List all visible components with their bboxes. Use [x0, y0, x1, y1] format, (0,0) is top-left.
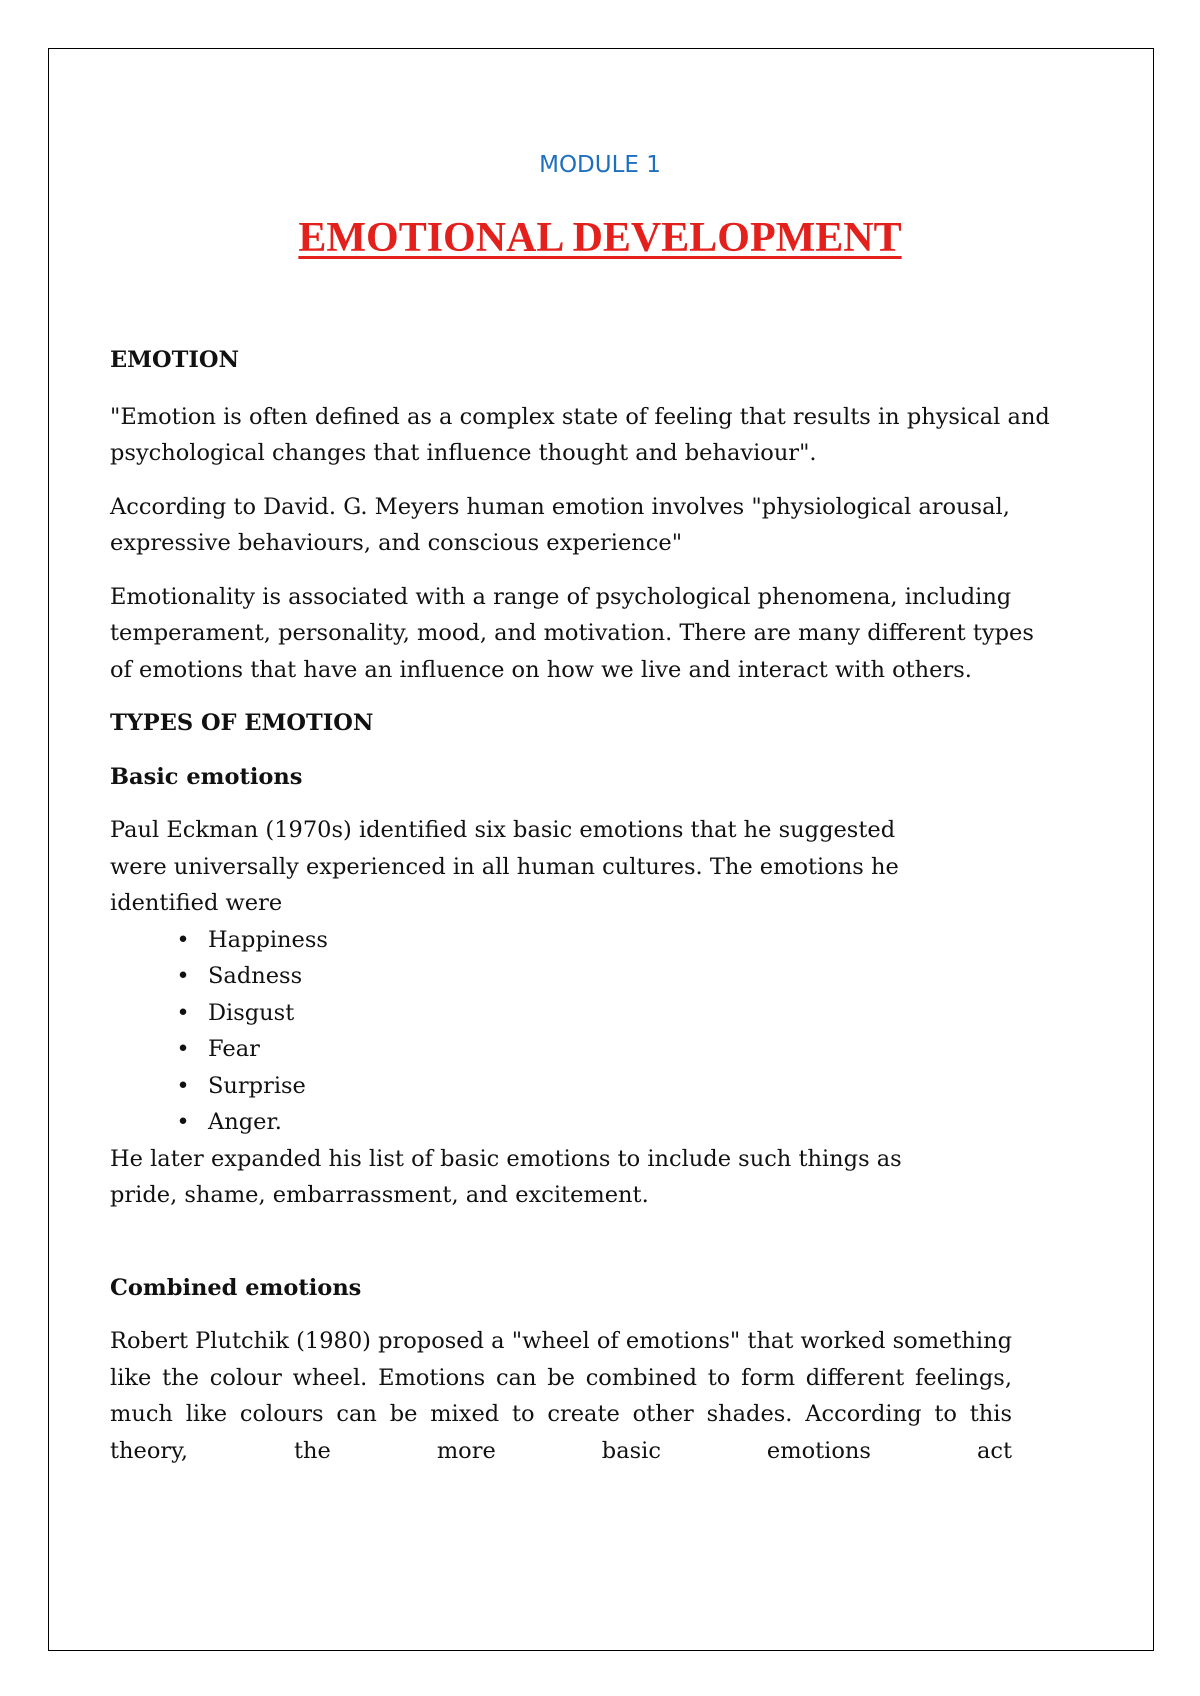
subheading-combined-emotions: Combined emotions — [110, 1274, 362, 1301]
document-body — [110, 342, 1100, 1469]
list-item: • Anger. — [173, 1104, 1100, 1141]
meyers-paragraph: According to David. G. Meyers human emotion involves "physiological arousal, expressive behaviours, and conscious experience" — [110, 493, 1010, 556]
emotionality-paragraph: Emotionality is associated with a range of psychological phenomena, including temperament, personality, mood, and motivation. There are many different types of emotions that have an influence on how we live and interact with others. — [110, 583, 1034, 683]
list-item: • Happiness — [173, 922, 1100, 959]
bullet-icon: • — [176, 1109, 190, 1135]
basic-emotions-intro: Paul Eckman (1970s) identified six basic emotions that he suggested were universally experienced in all human cultures. The emotions he identified were — [110, 817, 899, 916]
bullet-icon: • — [176, 999, 190, 1026]
section-heading-emotion: EMOTION — [110, 347, 240, 373]
basic-emotions-expansion: He later expanded his list of basic emotions to include such things as pride, shame, embarrassment, and excitement. — [110, 1145, 902, 1208]
bullet-icon: • — [176, 963, 190, 989]
list-item: • Fear — [173, 1031, 1100, 1068]
document-title: EMOTIONAL DEVELOPMENT — [298, 215, 902, 261]
list-item: • Surprise — [173, 1068, 1100, 1105]
section-heading-types: TYPES OF EMOTION — [110, 710, 374, 736]
bullet-icon: • — [176, 1072, 190, 1099]
subheading-basic-emotions: Basic emotions — [110, 763, 303, 790]
bullet-icon: • — [176, 1036, 190, 1062]
emotion-definition-paragraph: "Emotion is often defined as a complex state of feeling that results in physical and psychological changes that influence thought and behaviour". — [110, 403, 1050, 466]
list-item: • Sadness — [173, 958, 1100, 995]
bullet-icon: • — [176, 926, 190, 953]
basic-emotions-list — [110, 922, 1100, 1141]
list-item: • Disgust — [173, 995, 1100, 1032]
module-label: MODULE 1 — [539, 152, 661, 178]
combined-emotions-paragraph: Robert Plutchik (1980) proposed a "wheel of emotions" that worked something like the colour wheel. Emotions can be combined to form different feelings, much like colours can be mixed to create other shades. According to this theory, the more basic emotions act — [110, 1328, 1012, 1464]
